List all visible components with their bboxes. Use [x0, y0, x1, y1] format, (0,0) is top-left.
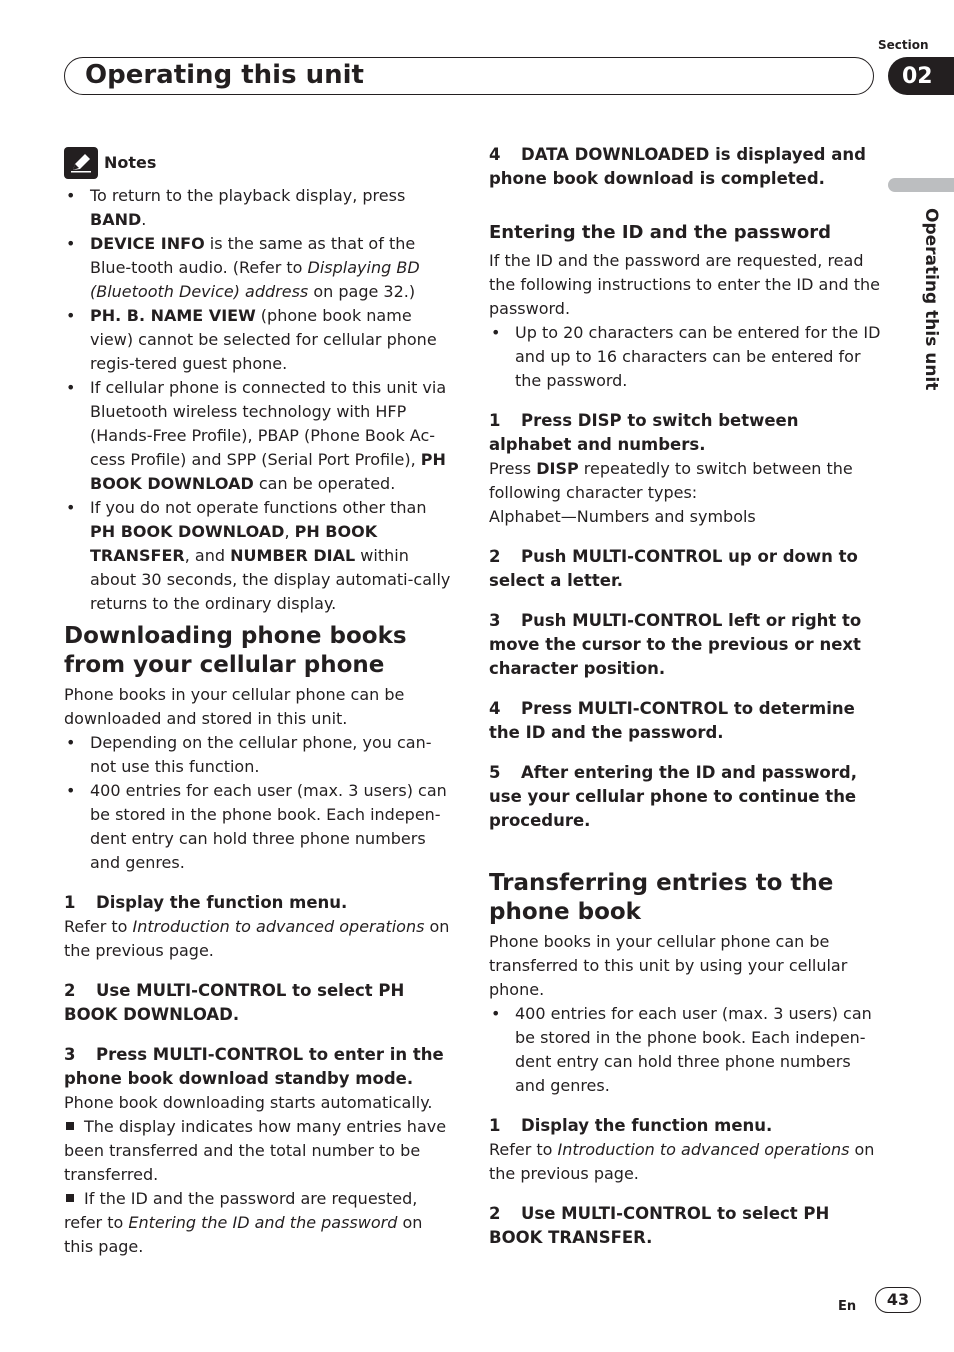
note-segment: PH BOOK DOWNLOAD	[90, 522, 285, 541]
download-step-3	[64, 1043, 456, 1091]
step-number: 1	[64, 893, 76, 912]
section-heading-entering: Entering the ID and the password	[489, 222, 831, 243]
note-item	[64, 304, 456, 376]
entering-step-3	[489, 609, 881, 681]
cross-reference: Entering the ID and the password	[128, 1213, 398, 1232]
step-text: Push MULTI-CONTROL left or right to move the cursor to the previous or next character position.	[489, 611, 862, 678]
body-text: repeatedly to switch between the following character types:	[489, 459, 853, 502]
note-text: on this page.	[64, 1213, 423, 1256]
note-segment: Displaying BD (Bluetooth Device) address	[90, 258, 420, 301]
square-bullet-icon	[66, 1122, 74, 1130]
step-text: Display the function menu.	[96, 893, 348, 912]
transferring-bullets	[489, 1002, 881, 1098]
entering-section	[489, 221, 881, 833]
transferring-section	[489, 869, 881, 1250]
entering-step-4	[489, 697, 881, 745]
step-number: 1	[489, 1116, 501, 1135]
step-text: Use MULTI-CONTROL to select PH BOOK TRANSFER.	[489, 1204, 830, 1247]
note-item	[64, 496, 456, 616]
note-segment: on page 32.)	[308, 282, 416, 301]
note-text: If the ID and the password are requested, refer to	[64, 1189, 418, 1232]
body-text: Refer to	[489, 1140, 558, 1159]
download-step-3-note-2	[64, 1187, 456, 1259]
page-number: 43	[875, 1287, 921, 1313]
side-tab-marker	[888, 178, 954, 192]
step-number: 3	[64, 1045, 76, 1064]
transfer-step-1	[489, 1114, 881, 1138]
download-step-3-body: Phone book downloading starts automatically.	[64, 1093, 433, 1112]
note-item	[64, 232, 456, 304]
notes-list-wrap	[64, 184, 456, 616]
note-text: The display indicates how many entries have been transferred and the total number to be transferred.	[64, 1117, 447, 1184]
entering-step-1-types: Alphabet—Numbers and symbols	[489, 507, 756, 526]
download-step-3-note-1	[64, 1115, 456, 1187]
note-segment: PH BOOK TRANSFER	[90, 522, 378, 565]
downloading-section	[64, 622, 456, 1259]
notes-title: Notes	[104, 153, 157, 172]
body-text: Refer to	[64, 917, 133, 936]
download-step-1	[64, 891, 456, 915]
entering-intro: If the ID and the password are requested, read the following instructions to enter the ID and the password.	[489, 251, 880, 318]
side-section-label: Operating this unit	[921, 208, 941, 391]
step-text: After entering the ID and password, use your cellular phone to continue the procedure.	[489, 763, 857, 830]
step-number: 4	[489, 699, 501, 718]
step-text: Use MULTI-CONTROL to select PH BOOK DOWNLOAD.	[64, 981, 405, 1024]
downloading-intro: Phone books in your cellular phone can be downloaded and stored in this unit.	[64, 685, 405, 728]
note-segment: , and	[184, 546, 231, 565]
note-segment: If you do not operate functions other than	[90, 498, 427, 517]
notes-header	[64, 147, 156, 179]
step-number: 3	[489, 611, 501, 630]
list-item: • 400 entries for each user (max. 3 users) can be stored in the phone book. Each indepen-dent entry can hold three phone numbers and genres.	[64, 779, 456, 875]
entering-bullets	[489, 321, 881, 393]
transfer-step-1-body	[489, 1138, 881, 1186]
note-segment: (phone book name view) cannot be selected for cellular phone regis-tered guest phone.	[90, 306, 437, 373]
note-segment: To return to the playback display, press	[90, 186, 406, 205]
key-name: DISP	[536, 459, 579, 478]
note-segment: BAND	[90, 210, 142, 229]
transfer-step-2	[489, 1202, 881, 1250]
list-item: • Depending on the cellular phone, you can-not use this function.	[64, 731, 456, 779]
section-heading-transferring: Transferring entries to the phone book	[489, 870, 834, 925]
note-item	[64, 376, 456, 496]
notes-list	[64, 184, 456, 616]
list-item: • Up to 20 characters can be entered for the ID and up to 16 characters can be entered for the password.	[489, 321, 881, 393]
entering-step-1-body	[489, 457, 881, 505]
chapter-title: Operating this unit	[85, 60, 364, 90]
pencil-note-icon	[64, 147, 98, 179]
download-step-1-body	[64, 915, 456, 963]
section-label: Section	[878, 38, 929, 52]
cross-reference: Introduction to advanced operations	[557, 1140, 850, 1159]
note-segment: is the same as that of the Blue-tooth audio. (Refer to	[90, 234, 416, 277]
note-segment: within about 30 seconds, the display automati-cally returns to the ordinary display.	[90, 546, 451, 613]
entering-step-5	[489, 761, 881, 833]
download-step-4-block	[489, 143, 881, 191]
body-text: on the previous page.	[489, 1140, 875, 1183]
entering-step-2	[489, 545, 881, 593]
step-number: 5	[489, 763, 501, 782]
note-segment: NUMBER DIAL	[230, 546, 356, 565]
step-text: Push MULTI-CONTROL up or down to select a letter.	[489, 547, 858, 590]
step-text: Press MULTI-CONTROL to enter in the phone book download standby mode.	[64, 1045, 444, 1088]
note-segment: ,	[284, 522, 295, 541]
section-number: 02	[888, 57, 954, 95]
step-text: Press DISP to switch between alphabet and numbers.	[489, 411, 799, 454]
downloading-bullets	[64, 731, 456, 875]
square-bullet-icon	[66, 1194, 74, 1202]
note-segment: DEVICE INFO	[90, 234, 205, 253]
step-number: 4	[489, 145, 501, 164]
note-segment: PH BOOK DOWNLOAD	[90, 450, 446, 493]
chapter-header	[64, 57, 874, 95]
download-step-2	[64, 979, 456, 1027]
step-number: 2	[64, 981, 76, 1000]
note-segment: can be operated.	[253, 474, 396, 493]
list-item: • 400 entries for each user (max. 3 users) can be stored in the phone book. Each indepen-dent entry can hold three phone numbers and genres.	[489, 1002, 881, 1098]
section-heading-downloading: Downloading phone books from your cellular phone	[64, 623, 407, 678]
note-segment: If cellular phone is connected to this unit via Bluetooth wireless technology with HFP (Hands-Free Profile), PBAP (Phone Book Ac-cess Profile) and SPP (Serial Port Profile),	[90, 378, 447, 469]
note-segment: PH. B. NAME VIEW	[90, 306, 256, 325]
body-text: on the previous page.	[64, 917, 450, 960]
step-number: 2	[489, 1204, 501, 1223]
cross-reference: Introduction to advanced operations	[132, 917, 425, 936]
step-number: 1	[489, 411, 501, 430]
entering-step-1	[489, 409, 881, 457]
note-segment: .	[141, 210, 147, 229]
step-text: Press MULTI-CONTROL to determine the ID and the password.	[489, 699, 855, 742]
download-step-4	[489, 143, 881, 191]
note-item	[64, 184, 456, 232]
language-label: En	[838, 1299, 857, 1314]
step-number: 2	[489, 547, 501, 566]
transferring-intro: Phone books in your cellular phone can be transferred to this unit by using your cellular phone.	[489, 932, 848, 999]
body-text: Press	[489, 459, 537, 478]
step-text: Display the function menu.	[521, 1116, 773, 1135]
step-text: DATA DOWNLOADED is displayed and phone book download is completed.	[489, 145, 866, 188]
